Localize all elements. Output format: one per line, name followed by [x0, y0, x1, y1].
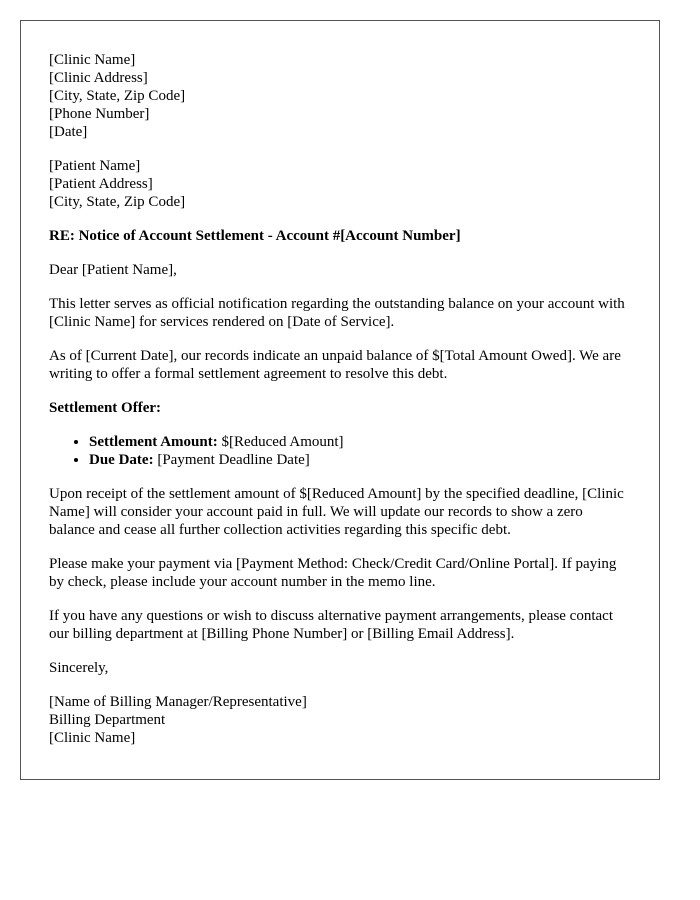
signer-clinic: [Clinic Name] — [49, 730, 136, 746]
sender-address-block — [49, 51, 631, 141]
recipient-city-state-zip: [City, State, Zip Code] — [49, 194, 186, 210]
subject-line: RE: Notice of Account Settlement - Account #[Account Number] — [49, 228, 461, 244]
balance-paragraph: As of [Current Date], our records indicate an unpaid balance of $[Total Amount Owed]. We are writing to offer a formal settlement agreement to resolve this debt. — [49, 348, 621, 382]
receipt-paragraph: Upon receipt of the settlement amount of $[Reduced Amount] by the specified deadline, [Clinic Name] will consider your account paid in full. We will update our records to show a zero balance and cease all further collection activities regarding this specific debt. — [49, 486, 624, 538]
settlement-amount-value: $[Reduced Amount] — [221, 434, 344, 450]
sender-clinic-address: [Clinic Address] — [49, 70, 148, 86]
settlement-letter — [20, 20, 660, 780]
sender-clinic-name: [Clinic Name] — [49, 52, 136, 68]
signature-block — [49, 693, 631, 747]
due-date-label: Due Date: — [89, 452, 154, 468]
signer-name: [Name of Billing Manager/Representative] — [49, 694, 307, 710]
letter-date: [Date] — [49, 124, 88, 140]
list-item — [89, 433, 631, 451]
settlement-amount-label: Settlement Amount: — [89, 434, 218, 450]
settlement-offer-heading: Settlement Offer: — [49, 400, 162, 416]
sender-phone: [Phone Number] — [49, 106, 150, 122]
settlement-terms-list — [49, 433, 631, 469]
questions-paragraph: If you have any questions or wish to discuss alternative payment arrangements, please contact our billing department at [Billing Phone Number] or [Billing Email Address]. — [49, 608, 613, 642]
payment-paragraph: Please make your payment via [Payment Method: Check/Credit Card/Online Portal]. If paying by check, please include your account number in the memo line. — [49, 556, 617, 590]
salutation: Dear [Patient Name], — [49, 262, 177, 278]
due-date-value: [Payment Deadline Date] — [157, 452, 310, 468]
list-item — [89, 451, 631, 469]
recipient-name: [Patient Name] — [49, 158, 141, 174]
intro-paragraph: This letter serves as official notification regarding the outstanding balance on your account with [Clinic Name] for services rendered on [Date of Service]. — [49, 296, 625, 330]
recipient-address-block — [49, 157, 631, 211]
closing: Sincerely, — [49, 660, 109, 676]
recipient-address: [Patient Address] — [49, 176, 153, 192]
sender-city-state-zip: [City, State, Zip Code] — [49, 88, 186, 104]
signer-department: Billing Department — [49, 712, 166, 728]
